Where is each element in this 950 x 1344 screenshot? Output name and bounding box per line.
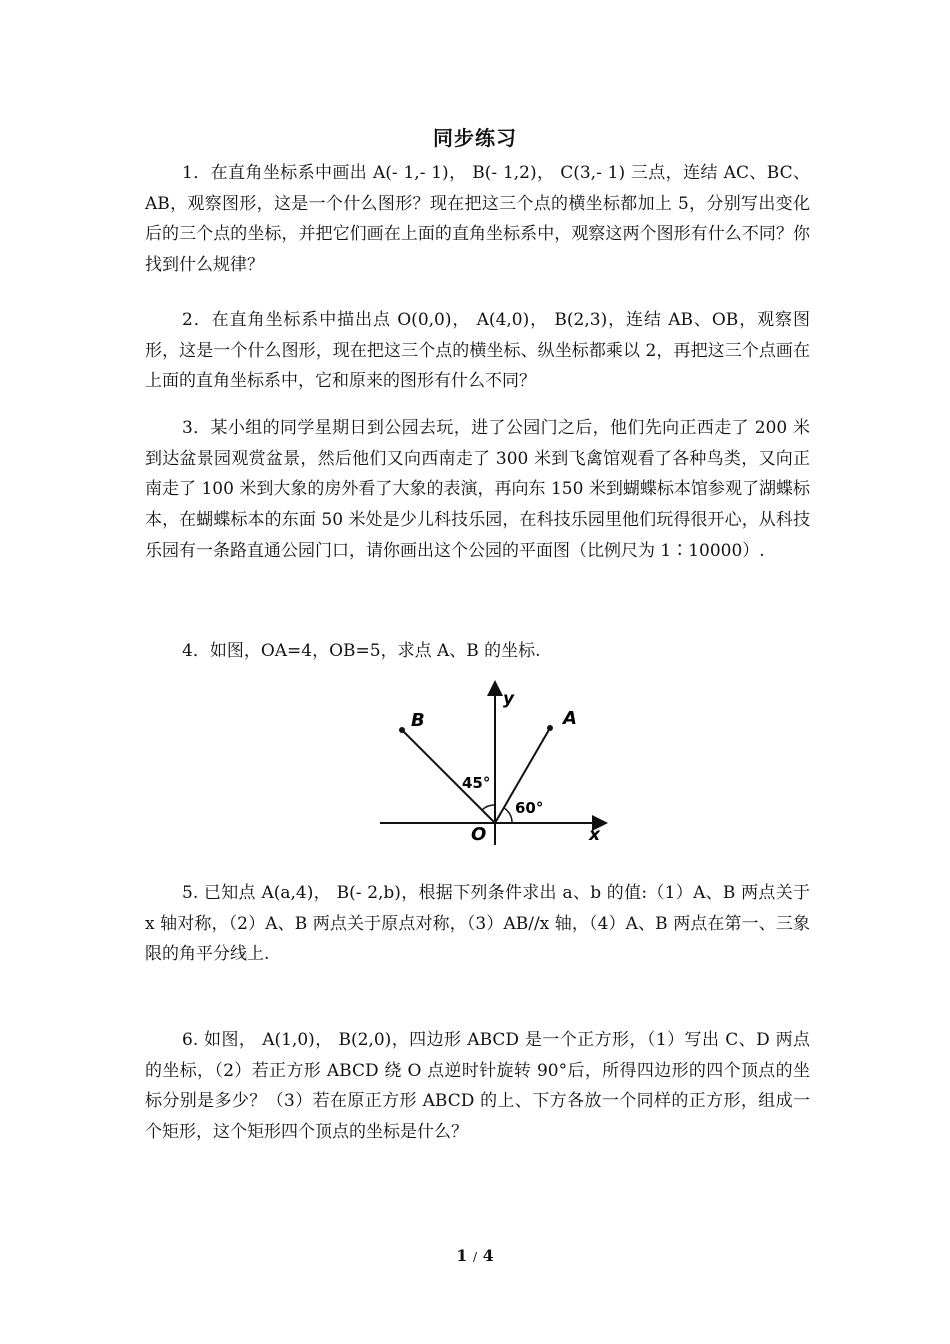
angle-arc-45 (482, 805, 495, 810)
label-o: O (471, 824, 487, 845)
label-x: x (589, 825, 600, 845)
angle-label-45: 45° (462, 774, 491, 792)
question-3: 3．某小组的同学星期日到公园去玩，进了公园门之后，他们先向正西走了 200 米到达盆景园观赏盆景，然后他们又向西南走了 300 米到飞禽馆观看了各种鸟类，又向正南走了 100 米到大象的房外看了大象的表演，再向东 150 米到蝴蝶标本馆参观了湖蝶标本，在蝴蝶标本的东面 50 米处是少儿科技乐园，在科技乐园里他们玩得很开心，从科技乐园有一条路直通公园门口，请你画出这个公园的平面图（比例尺为 1∶10000）. (145, 418, 810, 561)
question-4: 4．如图，OA=4，OB=5，求点 A、B 的坐标. (182, 641, 541, 661)
angle-label-60: 60° (515, 799, 544, 817)
page-separator: / (472, 1250, 478, 1264)
point-a (547, 725, 553, 731)
current-page: 1 (456, 1246, 468, 1265)
total-pages: 4 (482, 1246, 494, 1265)
label-a: A (563, 708, 577, 729)
question-2: 2．在直角坐标系中描出点 O(0,0)， A(4,0)， B(2,3)，连结 AB、OB，观察图形，这是一个什么图形，现在把这三个点的横坐标、纵坐标都乘以 2，再把这三个点画在上面的直角坐标系中，它和原来的图形有什么不同？ (145, 310, 810, 392)
coordinate-figure (375, 680, 615, 850)
point-b (399, 727, 405, 733)
page-title: 同步练习 (433, 126, 517, 150)
question-6: 6. 如图， A(1,0)， B(2,0)，四边形 ABCD 是一个正方形，（1）写出 C、D 两点的坐标，（2）若正方形 ABCD 绕 O 点逆时针旋转 90°后，所得四边形的四个顶点的坐标分别是多少？（3）若在原正方形 ABCD 的上、下方各放一个同样的正方形，组成一个矩形，这个矩形四个顶点的坐标是什么？ (145, 1030, 810, 1143)
question-5: 5. 已知点 A(a,4)， B(- 2,b)，根据下列条件求出 a、b 的值:（1）A、B 两点关于 x 轴对称，（2）A、B 两点关于原点对称，（3）AB//x 轴，（4）A、B 两点在第一、三象限的角平分线上. (145, 883, 810, 965)
label-y: y (503, 689, 515, 709)
question-1: 1．在直角坐标系中画出 A(- 1,- 1)， B(- 1,2)， C(3,- 1) 三点，连结 AC、BC、AB，观察图形，这是一个什么图形？现在把这三个点的横坐标都加上 5，分别写出变化后的三个点的坐标，并把它们画在上面的直角坐标系中，观察这两个图形有什么不同？你找到什么规律？ (145, 163, 810, 276)
page-number (0, 1246, 950, 1265)
label-b: B (411, 710, 425, 731)
angle-arc-60 (504, 808, 512, 823)
